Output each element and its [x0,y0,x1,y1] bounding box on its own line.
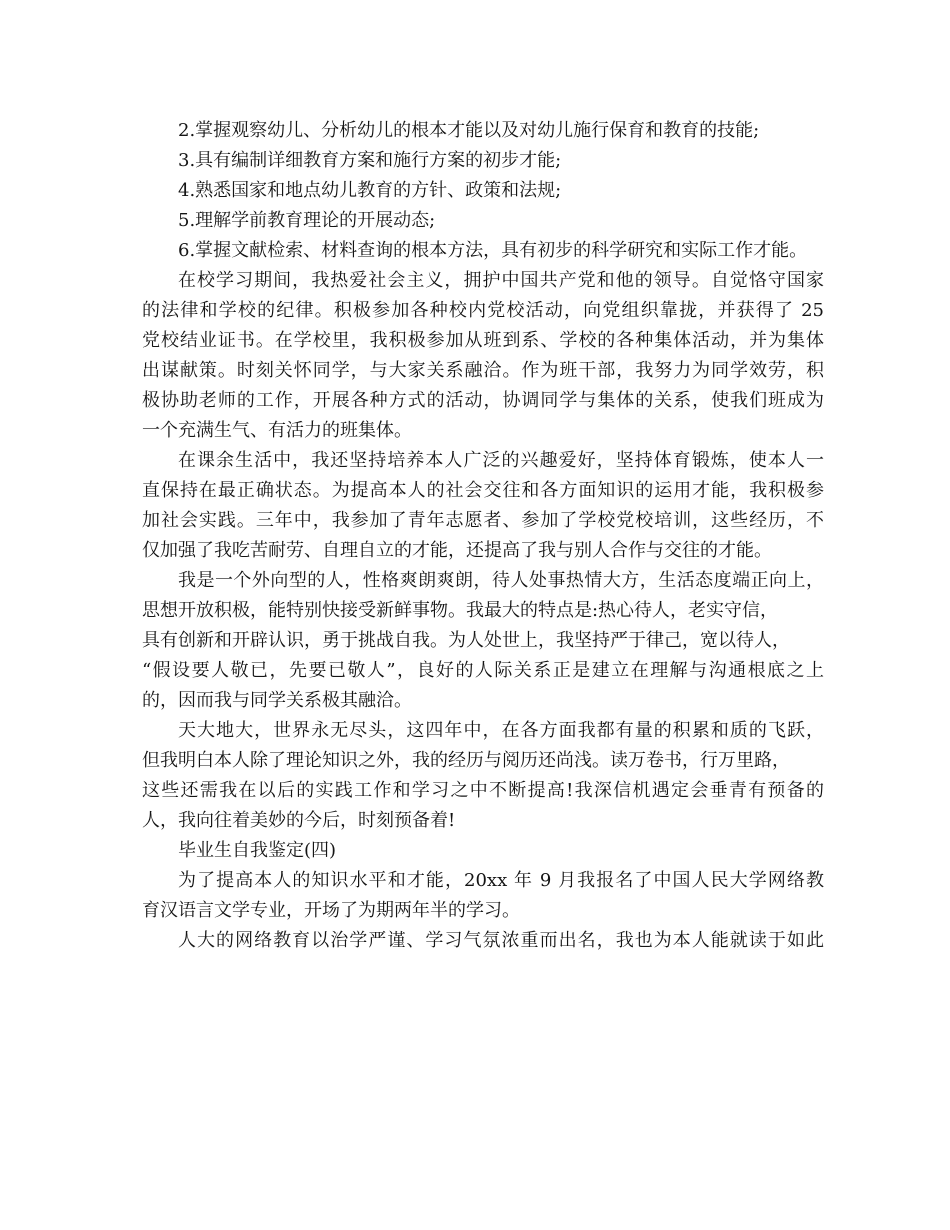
document-body [142,116,824,956]
paragraph-line: 极协助老师的工作，开展各种方式的活动，协调同学与集体的关系，使我们班成为 [142,390,824,411]
paragraph-line: 的，因而我与同学关系极其融洽。 [142,690,412,711]
section-heading: 毕业生自我鉴定(四) [178,840,337,861]
paragraph-line: 仅加强了我吃苦耐劳、自理自立的才能，还提高了我与别人合作与交往的才能。 [142,540,772,561]
paragraph-line: 党校结业证书。在学校里，我积极参加从班到系、学校的各种集体活动，并为集体 [142,330,824,351]
paragraph-line: 在校学习期间，我热爱社会主义，拥护中国共产党和他的领导。自觉恪守国家 [178,270,824,291]
list-item: 4.熟悉国家和地点幼儿教育的方针、政策和法规; [178,180,562,201]
paragraph-line: 在课余生活中，我还坚持培养本人广泛的兴趣爱好，坚持体育锻炼，使本人一 [178,450,824,471]
paragraph-line: 天大地大，世界永无尽头，这四年中，在各方面我都有量的积累和质的飞跃， [178,720,824,741]
paragraph-line: “假设要人敬已，先要已敬人”，良好的人际关系正是建立在理解与沟通根底之上 [142,660,824,681]
paragraph-line: 加社会实践。三年中，我参加了青年志愿者、参加了学校党校培训，这些经历，不 [142,510,824,531]
paragraph-line: 思想开放积极，能特别快接受新鲜事物。我最大的特点是:热心待人，老实守信， [142,600,779,621]
paragraph-line: 但我明白本人除了理论知识之外，我的经历与阅历还尚浅。读万卷书，行万里路， [142,750,790,771]
list-item: 2.掌握观察幼儿、分析幼儿的根本才能以及对幼儿施行保育和教育的技能; [178,120,760,141]
paragraph-line: 的法律和学校的纪律。积极参加各种校内党校活动，向党组织靠拢，并获得了 25 [142,300,824,321]
list-item: 5.理解学前教育理论的开展动态; [178,210,436,231]
paragraph-line: 人，我向往着美妙的今后，时刻预备着! [142,810,456,831]
paragraph-line: 人大的网络教育以治学严谨、学习气氛浓重而出名，我也为本人能就读于如此 [178,930,824,951]
paragraph-line: 具有创新和开辟认识，勇于挑战自我。为人处世上，我坚持严于律己，宽以待人， [142,630,790,651]
paragraph-line: 直保持在最正确状态。为提高本人的社会交往和各方面知识的运用才能，我积极参 [142,480,824,501]
paragraph-line: 一个充满生气、有活力的班集体。 [142,420,412,441]
list-item: 6.掌握文献检索、材料查询的根本方法，具有初步的科学研究和实际工作才能。 [178,240,808,261]
paragraph-line: 这些还需我在以后的实践工作和学习之中不断提高!我深信机遇定会垂青有预备的 [142,780,824,801]
paragraph-line: 为了提高本人的知识水平和才能，20xx 年 9 月我报名了中国人民大学网络教 [178,870,824,891]
paragraph-line: 我是一个外向型的人，性格爽朗爽朗，待人处事热情大方，生活态度端正向上， [178,570,824,591]
list-item: 3.具有编制详细教育方案和施行方案的初步才能; [178,150,562,171]
paragraph-line: 育汉语言文学专业，开场了为期两年半的学习。 [142,900,520,921]
paragraph-line: 出谋献策。时刻关怀同学，与大家关系融洽。作为班干部，我努力为同学效劳，积 [142,360,824,381]
